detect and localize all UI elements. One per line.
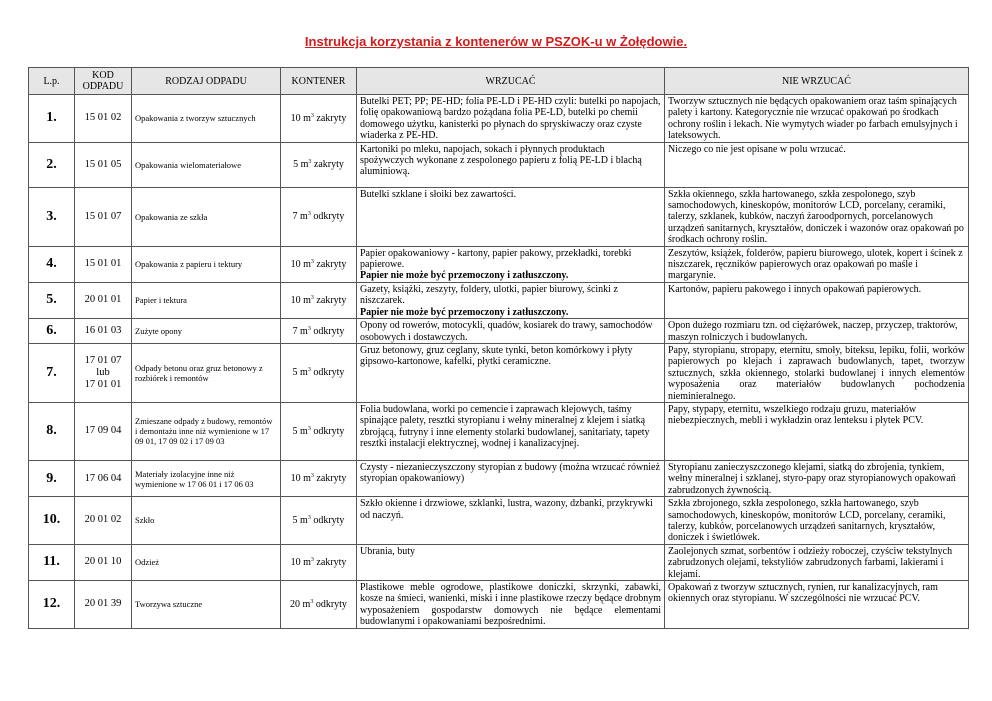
container-unit-power: 3	[310, 598, 314, 605]
waste-type: Opakowania z papieru i tektury	[132, 246, 281, 282]
waste-type: Tworzywa sztuczne	[132, 581, 281, 629]
container	[281, 187, 357, 246]
waste-code-primary: 17 01 07	[84, 354, 122, 366]
allowed-text: Plastikowe meble ogrodowe, plastikowe doniczki, skrzynki, zabawki, kosze na śmieci, wanienki, miski i inne plastikowe rzeczy będące drobnym wyposażeniem gospodarstw domowych nie będące elementami budowlanymi i opakowaniami bezpośrednimi.	[360, 582, 661, 628]
header-kontener: KONTENER	[281, 68, 357, 95]
waste-code: 15 01 01	[75, 246, 132, 282]
container	[281, 246, 357, 282]
allowed-text: Gruz betonowy, gruz ceglany, skute tynki, beton komórkowy i płyty gipsowo-kartonowe, kafelki, płytki ceramiczne.	[360, 344, 633, 368]
table-row	[29, 544, 969, 580]
waste-type: Materiały izolacyjne inne niż wymienione w 17 06 01 i 17 06 03	[132, 460, 281, 496]
allowed-items	[357, 402, 665, 460]
waste-code: 17 06 04	[75, 460, 132, 496]
allowed-items	[357, 343, 665, 402]
allowed-items	[357, 95, 665, 143]
allowed-text: Gazety, książki, zeszyty, foldery, ulotki, papier biurowy, ścinki z niszczarek.	[360, 283, 618, 307]
waste-code: 20 01 10	[75, 544, 132, 580]
container-unit-power: 3	[307, 211, 311, 218]
row-number: 12.	[29, 581, 75, 629]
allowed-items	[357, 497, 665, 545]
table-row	[29, 187, 969, 246]
container	[281, 402, 357, 460]
waste-type: Zużyte opony	[132, 319, 281, 344]
container-unit-power: 3	[307, 514, 311, 521]
waste-instructions-table	[28, 67, 969, 629]
container-volume: 7	[292, 325, 298, 337]
row-number: 4.	[29, 246, 75, 282]
waste-code-alt: 17 01 01	[84, 378, 122, 390]
container-volume: 5	[293, 159, 299, 171]
table-row	[29, 95, 969, 143]
table-row	[29, 497, 969, 545]
waste-code	[75, 343, 132, 402]
allowed-text: Ubrania, buty	[360, 545, 415, 557]
container-unit-power: 3	[310, 294, 314, 301]
row-number: 7.	[29, 343, 75, 402]
container-volume: 5	[292, 514, 298, 526]
header-kod: KOD ODPADU	[75, 68, 132, 95]
container-unit: m	[300, 514, 308, 526]
waste-type: Odzież	[132, 544, 281, 580]
container-type: zakryty	[316, 473, 347, 485]
container-unit: m	[300, 325, 308, 337]
container-type: zakryty	[316, 556, 347, 568]
container-type: odkryty	[313, 367, 345, 379]
warning-text: Papier nie może być przemoczony i zatłuszczony.	[360, 270, 569, 282]
container-unit-power: 3	[310, 112, 314, 119]
container-type: zakryty	[316, 258, 347, 270]
allowed-items	[357, 319, 665, 344]
row-number: 1.	[29, 95, 75, 143]
header-lp: L.p.	[29, 68, 75, 95]
container-unit: m	[303, 294, 311, 306]
container-unit-power: 3	[307, 325, 311, 332]
forbidden-items: Opakowań z tworzyw sztucznych, rynien, rur kanalizacyjnych, ram okiennych oraz styropianu. W szczególności nie wrzucać PCV.	[665, 581, 969, 629]
container-unit: m	[300, 211, 308, 223]
table-row	[29, 343, 969, 402]
forbidden-items: Papy, styropianu, stropapy, eternitu, smoły, biteksu, lepiku, folii, worków papierowych po klejach i zaprawach budowlanych, tapet, tworzyw sztucznych, szkła okiennego, stolarki budowlanej i innych elementów wyposażenia oraz materiałów budowlanych pochodzenia nieminieralnego.	[665, 343, 969, 402]
waste-type: Papier i tektura	[132, 282, 281, 318]
table-row	[29, 402, 969, 460]
waste-type: Szkło	[132, 497, 281, 545]
container-type: zakryty	[316, 294, 347, 306]
header-wrzucac: WRZUCAĆ	[357, 68, 665, 95]
container-volume: 10	[290, 112, 301, 124]
row-number: 8.	[29, 402, 75, 460]
allowed-text: Folia budowlana, worki po cemencie i zaprawach klejowych, taśmy spinające palety, resztki styropianu i wełny mineralnej z klejem i siatką zbrojącą, futryny i inne elementy stolarki budowlanej, sanitariaty, tapety resztki instalacji elektrycznej, wodnej i kanalizacyjnej.	[360, 403, 650, 450]
header-rodzaj: RODZAJ ODPADU	[132, 68, 281, 95]
row-number: 3.	[29, 187, 75, 246]
container-volume: 7	[292, 211, 298, 223]
waste-type: Zmieszane odpady z budowy, remontów i demontażu inne niż wymienione w 17 09 01, 17 09 02 i 17 09 03	[132, 402, 281, 460]
forbidden-items: Szkła okiennego, szkła hartowanego, szkła zespolonego, szyb samochodowych, kineskopów, monitorów LCD, porcelany, ceramiki, talerzy, szklanek, kubków, naczyń żaroodpornych, porcelanowych urządzeń sanitarnych, kryształów, doniczek i wazonów oraz opakowań po środkach ochrony roślin.	[665, 187, 969, 246]
waste-type: Opakowania z tworzyw sztucznych	[132, 95, 281, 143]
forbidden-items: Styropianu zanieczyszczonego klejami, siatką do zbrojenia, tynkiem, wełny mineralnej i szklanej, styro-papy oraz styropianowych opakowań zabrudzonych żywnością.	[665, 460, 969, 496]
row-number: 5.	[29, 282, 75, 318]
waste-type: Odpady betonu oraz gruz betonowy z rozbiórek i remontów	[132, 343, 281, 402]
table-header-row	[29, 68, 969, 95]
forbidden-items: Szkła zbrojonego, szkła zespolonego, szkła hartowanego, szyb samochodowych, kineskopów, monitorów LCD, porcelany, ceramiki, talerzy, kubków, porcelanowych urządzeń sanitarnych, kryształów, doniczek i świetlówek.	[665, 497, 969, 545]
container-unit-power: 3	[310, 473, 314, 480]
forbidden-items: Zaolejonych szmat, sorbentów i odzieży roboczej, czyściw tekstylnych zabrudzonych olejami, tekstyliów zabrudzonych farbami, lakierami i klejami.	[665, 544, 969, 580]
allowed-text: Butelki szklane i słoiki bez zawartości.	[360, 188, 517, 200]
allowed-items	[357, 282, 665, 318]
allowed-items	[357, 581, 665, 629]
allowed-text: Butelki PET; PP; PE-HD; folia PE-LD i PE-HD czyli: butelki po napojach, folię opakowaniową bardzo pożądana folia PE-LD, butelki po chemii domowego użytku, kanisterki po płynach do spryskiwaczy oraz czyste wiaderka z PE-HD.	[360, 96, 661, 142]
table-row	[29, 460, 969, 496]
container-volume: 20	[290, 598, 301, 610]
allowed-items	[357, 460, 665, 496]
waste-code: 17 09 04	[75, 402, 132, 460]
table-row	[29, 319, 969, 344]
allowed-items	[357, 142, 665, 187]
table-row	[29, 246, 969, 282]
row-number: 10.	[29, 497, 75, 545]
waste-type: Opakowania wielomateriałowe	[132, 142, 281, 187]
container-unit-power: 3	[307, 367, 311, 374]
container	[281, 95, 357, 143]
forbidden-items: Zeszytów, książek, folderów, papieru biurowego, ulotek, kopert i ścinek z niszczarek, ręczników papierowych oraz opakowań po maśle i margarynie.	[665, 246, 969, 282]
container-volume: 10	[290, 294, 301, 306]
container-unit: m	[300, 367, 308, 379]
container	[281, 544, 357, 580]
waste-code-or: lub	[96, 366, 110, 378]
allowed-text: Czysty - niezanieczyszczony styropian z budowy (można wrzucać również styropian opakowaniowy)	[360, 461, 660, 485]
waste-code: 16 01 03	[75, 319, 132, 344]
forbidden-items: Kartonów, papieru pakowego i innych opakowań papierowych.	[665, 282, 969, 318]
waste-code: 15 01 05	[75, 142, 132, 187]
allowed-items	[357, 187, 665, 246]
waste-code: 15 01 07	[75, 187, 132, 246]
container	[281, 142, 357, 187]
container-unit: m	[300, 159, 309, 171]
table-row	[29, 142, 969, 187]
header-nie-wrzucac: NIE WRZUCAĆ	[665, 68, 969, 95]
container-unit: m	[303, 112, 311, 124]
container-type: zakryty	[313, 159, 344, 171]
container-unit-power: 3	[308, 159, 312, 166]
container-type: odkryty	[313, 514, 345, 526]
container-unit: m	[303, 473, 311, 485]
page-title: Instrukcja korzystania z kontenerów w PSZOK-u w Żołędowie.	[304, 34, 688, 49]
allowed-text: Papier opakowaniowy - kartony, papier pakowy, przekładki, torebki papierowe.	[360, 247, 632, 271]
container-type: odkryty	[313, 211, 345, 223]
waste-type: Opakowania ze szkła	[132, 187, 281, 246]
container-volume: 5	[292, 425, 298, 437]
waste-code: 15 01 02	[75, 95, 132, 143]
container-unit-power: 3	[310, 556, 314, 563]
allowed-items	[357, 544, 665, 580]
table-row	[29, 581, 969, 629]
allowed-items	[357, 246, 665, 282]
container-volume: 10	[290, 258, 301, 270]
waste-code: 20 01 02	[75, 497, 132, 545]
allowed-text: Szkło okienne i drzwiowe, szklanki, lustra, wazony, dzbanki, przykrywki od naczyń.	[360, 498, 653, 521]
row-number: 6.	[29, 319, 75, 344]
warning-text: Papier nie może być przemoczony i zatłuszczony.	[360, 306, 569, 318]
container-type: odkryty	[313, 325, 345, 337]
forbidden-items: Opon dużego rozmiaru tzn. od ciężarówek, naczep, przyczep, traktorów, maszyn rolniczych i budowlanych.	[665, 319, 969, 344]
forbidden-items: Tworzyw sztucznych nie będących opakowaniem oraz taśm spinających palety i kartony. Kategorycznie nie wrzucać opakowań po środkach ochrony roślin i lekach. Nie wymytych wiader po farbach emulsyjnych i lateksowych.	[665, 95, 969, 143]
forbidden-items: Papy, stypapy, eternitu, wszelkiego rodzaju gruzu, materiałów niebezpiecznych, mebli i wykładzin oraz lenteksu i płytek PCV.	[665, 402, 969, 460]
row-number: 2.	[29, 142, 75, 187]
container	[281, 282, 357, 318]
waste-code: 20 01 01	[75, 282, 132, 318]
container-unit: m	[303, 258, 311, 270]
allowed-text: Opony od rowerów, motocykli, quadów, kosiarek do trawy, samochodów osobowych i dostawczych.	[360, 320, 653, 343]
container-volume: 5	[292, 367, 298, 379]
container-volume: 10	[290, 473, 301, 485]
container-unit-power: 3	[310, 258, 314, 265]
container-type: zakryty	[316, 112, 347, 124]
container	[281, 497, 357, 545]
container-type: odkryty	[315, 598, 347, 610]
container-unit: m	[300, 425, 308, 437]
row-number: 11.	[29, 544, 75, 580]
container	[281, 319, 357, 344]
container	[281, 581, 357, 629]
container-volume: 10	[290, 556, 301, 568]
waste-code: 20 01 39	[75, 581, 132, 629]
container	[281, 343, 357, 402]
container-unit: m	[303, 556, 311, 568]
container	[281, 460, 357, 496]
forbidden-items: Niczego co nie jest opisane w polu wrzucać.	[665, 142, 969, 187]
container-unit: m	[302, 598, 311, 610]
table-row	[29, 282, 969, 318]
container-type: odkryty	[313, 425, 345, 437]
row-number: 9.	[29, 460, 75, 496]
container-unit-power: 3	[307, 425, 311, 432]
allowed-text: Kartoniki po mleku, napojach, sokach i płynnych produktach spożywczych wykonane z zespolonego papieru z folią PE-LD i blachą aluminiową.	[360, 143, 642, 178]
